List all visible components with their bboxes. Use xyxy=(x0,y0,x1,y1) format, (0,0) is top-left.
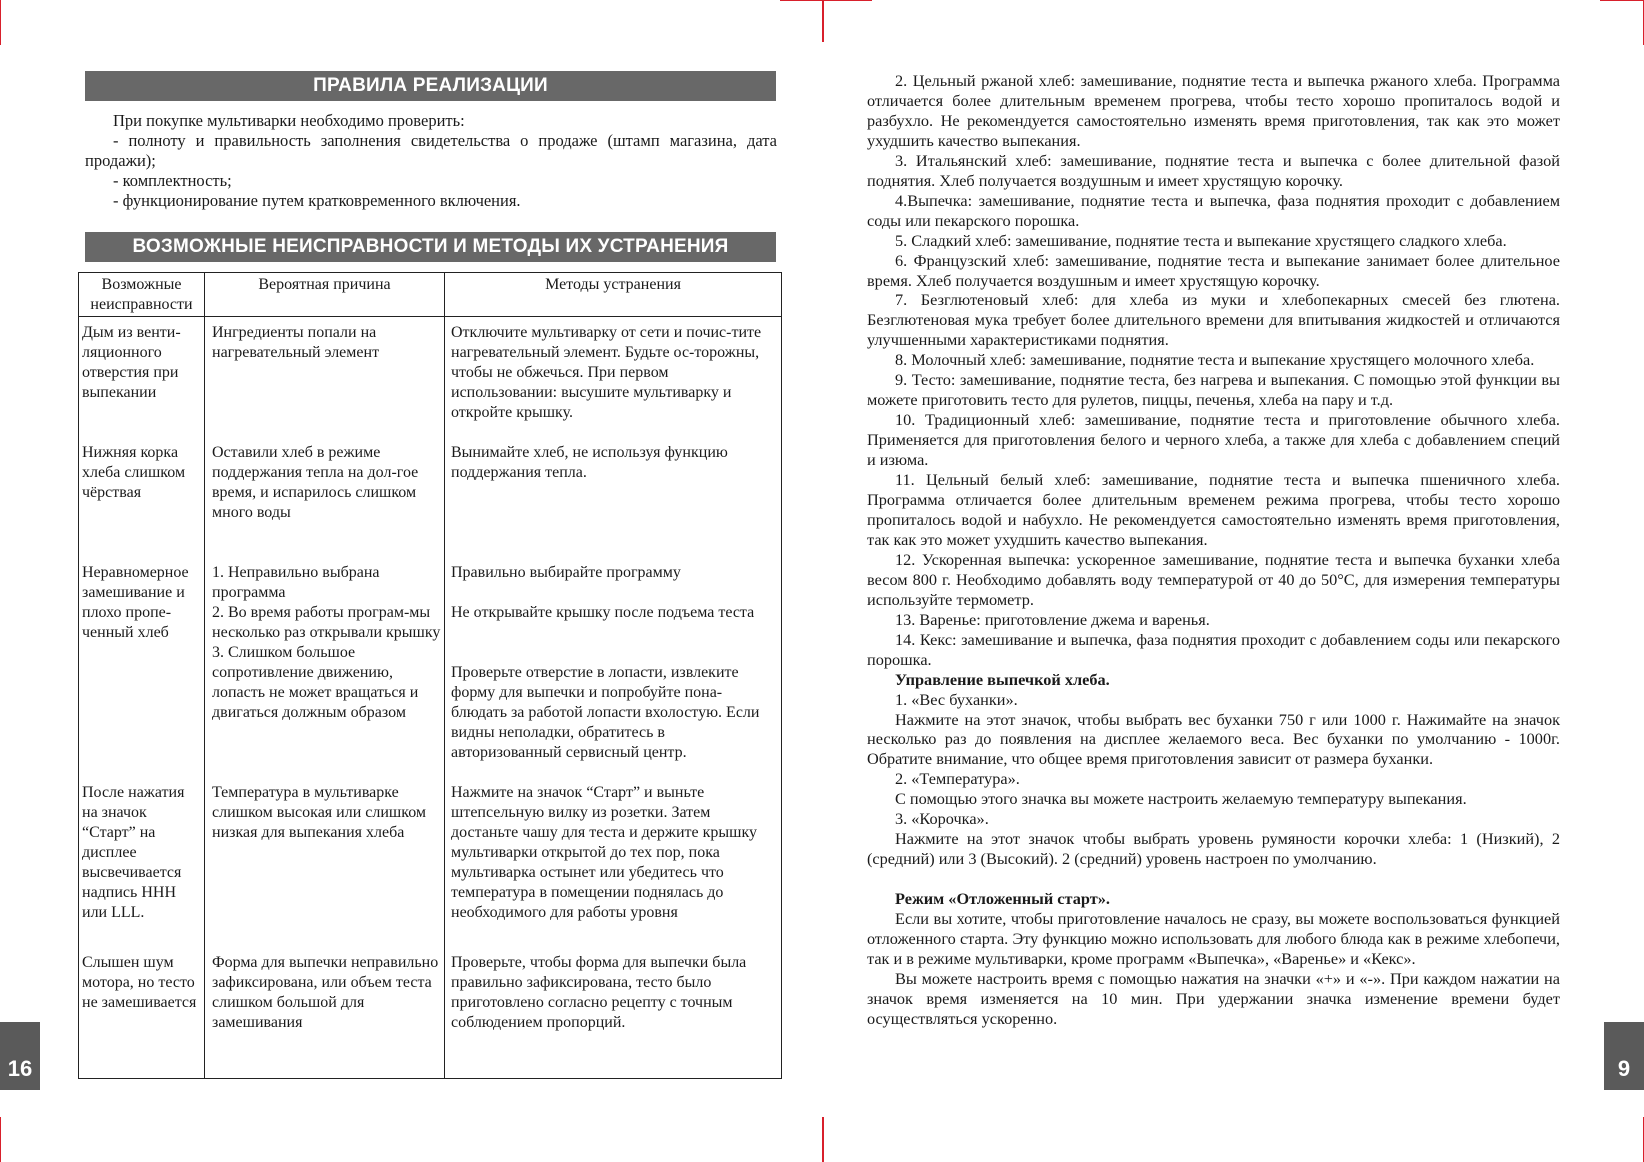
problem-cell: Нижняя корка хлеба слишком чёрствая xyxy=(79,437,205,557)
delay-heading: Режим «Отложенный старт». xyxy=(895,889,1110,909)
table-row xyxy=(79,557,782,777)
faults-heading: ВОЗМОЖНЫЕ НЕИСПРАВНОСТИ И МЕТОДЫ ИХ УСТРАНЕНИЯ xyxy=(85,232,776,262)
crop-mark xyxy=(0,1117,1,1162)
program-paragraph: 11. Цельный белый хлеб: замешивание, поднятие теста и выпечка пшеничного хлеба. Программа отличается более длительным временем режима прогрева, чтобы тесто хорошо пропиталось водой и набухло. Не рекомендуется самостоятельно изменять время приготовления, так как это может ухудшить качество выпекания. xyxy=(867,470,1560,549)
problem-cell: Слышен шум мотора, но тесто не замешивается xyxy=(79,947,205,1079)
cause-cell: Оставили хлеб в режиме поддержания тепла на дол-гое время, и испарилось слишком много воды xyxy=(205,437,445,557)
problem-cell: После нажатия на значок “Старт” на дисплее высвечивается надпись HHH или LLL. xyxy=(79,777,205,947)
page-number-right: 9 xyxy=(1604,1022,1644,1090)
control-item: 3. «Корочка». xyxy=(895,809,989,829)
problem-cell: Дым из венти-ляционного отверстия при выпекании xyxy=(79,317,205,437)
solution-item: Проверьте отверстие в лопасти, извлеките форму для выпечки и попробуйте пона-блюдать за работой лопасти вхолостую. Если видны неполадки, обратитесь в авторизованный сервисный центр. xyxy=(451,663,760,761)
rules-line: - комплектность; xyxy=(113,171,232,190)
faults-table xyxy=(78,272,782,1079)
rules-heading: ПРАВИЛА РЕАЛИЗАЦИИ xyxy=(85,71,776,101)
program-paragraph: 14. Кекс: замешивание и выпечка, фаза поднятия проходит с добавлением соды или пекарского порошка. xyxy=(867,629,1560,669)
crop-mark xyxy=(780,0,872,1)
program-paragraph: 12. Ускоренная выпечка: ускоренное замешивание, поднятие теста и выпечка буханки хлеба весом 800 г. Необходимо добавлять воду температурой от 40 до 50°С, для измерения температуры используйте термометр. xyxy=(867,549,1560,609)
solution-cell: Проверьте, чтобы форма для выпечки была правильно зафиксирована, тесто было приготовлено согласно рецепту с точным соблюдением пропорций. xyxy=(445,947,782,1079)
control-item: Нажмите на этот значок, чтобы выбрать вес буханки 750 г или 1000 г. Нажимайте на значок несколько раз до появления на дисплее желаемого веса. Вес буханки по умолчанию - 1000г. Обратите внимание, что общее время приготовления зависит от размера буханки. xyxy=(867,709,1560,769)
control-item: 2. «Температура». xyxy=(895,769,1020,789)
table-row xyxy=(79,317,782,437)
rules-line: - функционирование путем кратковременного включения. xyxy=(113,191,521,210)
rules-line: При покупке мультиварки необходимо проверить: xyxy=(113,111,465,130)
program-paragraph: 13. Варенье: приготовление джема и варенья. xyxy=(895,609,1210,629)
solution-cell xyxy=(445,557,782,777)
program-paragraph: 10. Традиционный хлеб: замешивание, поднятие теста и приготовление обычного хлеба. Применяется для приготовления белого и черного хлеба, а также для хлеба с добавлением специй и изюма. xyxy=(867,410,1560,470)
control-heading: Управление выпечкой хлеба. xyxy=(895,669,1110,689)
program-paragraph: 3. Итальянский хлеб: замешивание, поднятие теста и выпечка с более длительной фазой поднятия. Хлеб получается воздушным и имеет хрустящую корочку. xyxy=(867,150,1560,190)
spacer xyxy=(867,869,1560,889)
delay-paragraph: Если вы хотите, чтобы приготовление началось не сразу, вы можете воспользоваться функцией отложенного старта. Эту функцию можно использовать для любого блюда как в режиме хлебопечи, так и в режиме мультиварки, кроме программ «Выпечка», «Варенье» и «Кекс». xyxy=(867,909,1560,968)
rules-text xyxy=(85,111,777,211)
program-paragraph: 2. Цельный ржаной хлеб: замешивание, поднятие теста и выпечка ржаного хлеба. Программа отличается более длительным временем прогрева, чтобы тесто хорошо пропиталось водой и разбухло. Не рекомендуется самостоятельно изменять время приготовления, так как это может ухудшить качество выпекания. xyxy=(867,71,1560,150)
table-row xyxy=(79,437,782,557)
crop-mark xyxy=(822,0,824,42)
header-solution: Методы устранения xyxy=(445,273,782,317)
solution-item: Не открывайте крышку после подъема теста xyxy=(451,603,755,621)
rules-line: - полноту и правильность заполнения свидетельства о продаже (штамп магазина, дата продажи); xyxy=(85,131,777,170)
cause-item: 3. Слишком большое сопротивление движению, лопасть не может вращаться и двигаться должным образом xyxy=(212,643,419,721)
program-paragraph: 6. Французский хлеб: замешивание, поднятие теста и выпекание занимает более длительное время. Хлеб получается воздушным и имеет хрустящую корочку. xyxy=(867,250,1560,290)
program-paragraph: 9. Тесто: замешивание, поднятие теста, без нагрева и выпекания. С помощью этой функции вы можете приготовить тесто для рулетов, пиццы, печенья, хлеба на пару и т.д. xyxy=(867,370,1560,410)
header-problem: Возможные неисправности xyxy=(79,273,205,317)
program-paragraph: 8. Молочный хлеб: замешивание, поднятие теста и выпекание хрустящего молочного хлеба. xyxy=(895,350,1535,370)
control-item: Нажмите на этот значок чтобы выбрать уровень румяности корочки хлеба: 1 (Низкий), 2 (средний) или 3 (Высокий). 2 (средний) уровень настроен по умолчанию. xyxy=(867,829,1560,869)
cause-item: 2. Во время работы програм-мы несколько раз открывали крышку xyxy=(212,603,441,641)
program-paragraph: 4.Выпечка: замешивание, поднятие теста и выпечка, фаза поднятия проходит с добавлением соды или пекарского порошка. xyxy=(867,190,1560,230)
problem-cell: Неравномерное замешивание и плохо пропе-ченный хлеб xyxy=(79,557,205,777)
program-paragraph: 5. Сладкий хлеб: замешивание, поднятие теста и выпекание хрустящего сладкого хлеба. xyxy=(895,230,1507,250)
cause-item: 1. Неправильно выбрана программа xyxy=(212,563,380,601)
crop-mark xyxy=(0,0,1,45)
solution-cell: Вынимайте хлеб, не используя функцию поддержания тепла. xyxy=(445,437,782,557)
cause-cell: Температура в мультиварке слишком высокая или слишком низкая для выпекания хлеба xyxy=(205,777,445,947)
control-item: 1. «Вес буханки». xyxy=(895,689,1018,709)
crop-mark xyxy=(1600,0,1644,1)
control-item: С помощью этого значка вы можете настроить желаемую температуру выпекания. xyxy=(895,789,1467,809)
solution-item: Правильно выбирайте программу xyxy=(451,563,681,581)
right-page-text xyxy=(867,71,1560,1029)
cause-cell xyxy=(205,557,445,777)
header-cause: Вероятная причина xyxy=(205,273,445,317)
solution-cell: Нажмите на значок “Старт” и выньте штепсельную вилку из розетки. Затем достаньте чашу для теста и держите крышку мультиварки открытой до тех пор, пока мультиварка остынет или убедитесь что температура в помещении поднялась до необходимого для работы уровня xyxy=(445,777,782,947)
table-row xyxy=(79,947,782,1079)
table-row xyxy=(79,777,782,947)
crop-mark xyxy=(822,1117,824,1162)
page-number-left: 16 xyxy=(0,1022,40,1090)
program-paragraph: 7. Безглютеновый хлеб: для хлеба из муки и хлебопекарных смесей без глютена. Безглютеновая мука требует более длительного времени для впитывания жидкостей и отличаются улучшенными характеристиками поднятия. xyxy=(867,290,1560,350)
cause-cell: Форма для выпечки неправильно зафиксирована, или объем теста слишком большой для замешивания xyxy=(205,947,445,1079)
delay-paragraph: Вы можете настроить время с помощью нажатия на значки «+» и «-». При каждом нажатии на значок время изменяется на 10 мин. При удержании значка изменение времени будет осуществляться ускоренно. xyxy=(867,968,1560,1028)
cause-cell: Ингредиенты попали на нагревательный элемент xyxy=(205,317,445,437)
solution-cell: Отключите мультиварку от сети и почис-тите нагревательный элемент. Будьте ос-торожны, чтобы не обжечься. При первом использовании: высушите мультиварку и откройте крышку. xyxy=(445,317,782,437)
table-header-row xyxy=(79,273,782,317)
